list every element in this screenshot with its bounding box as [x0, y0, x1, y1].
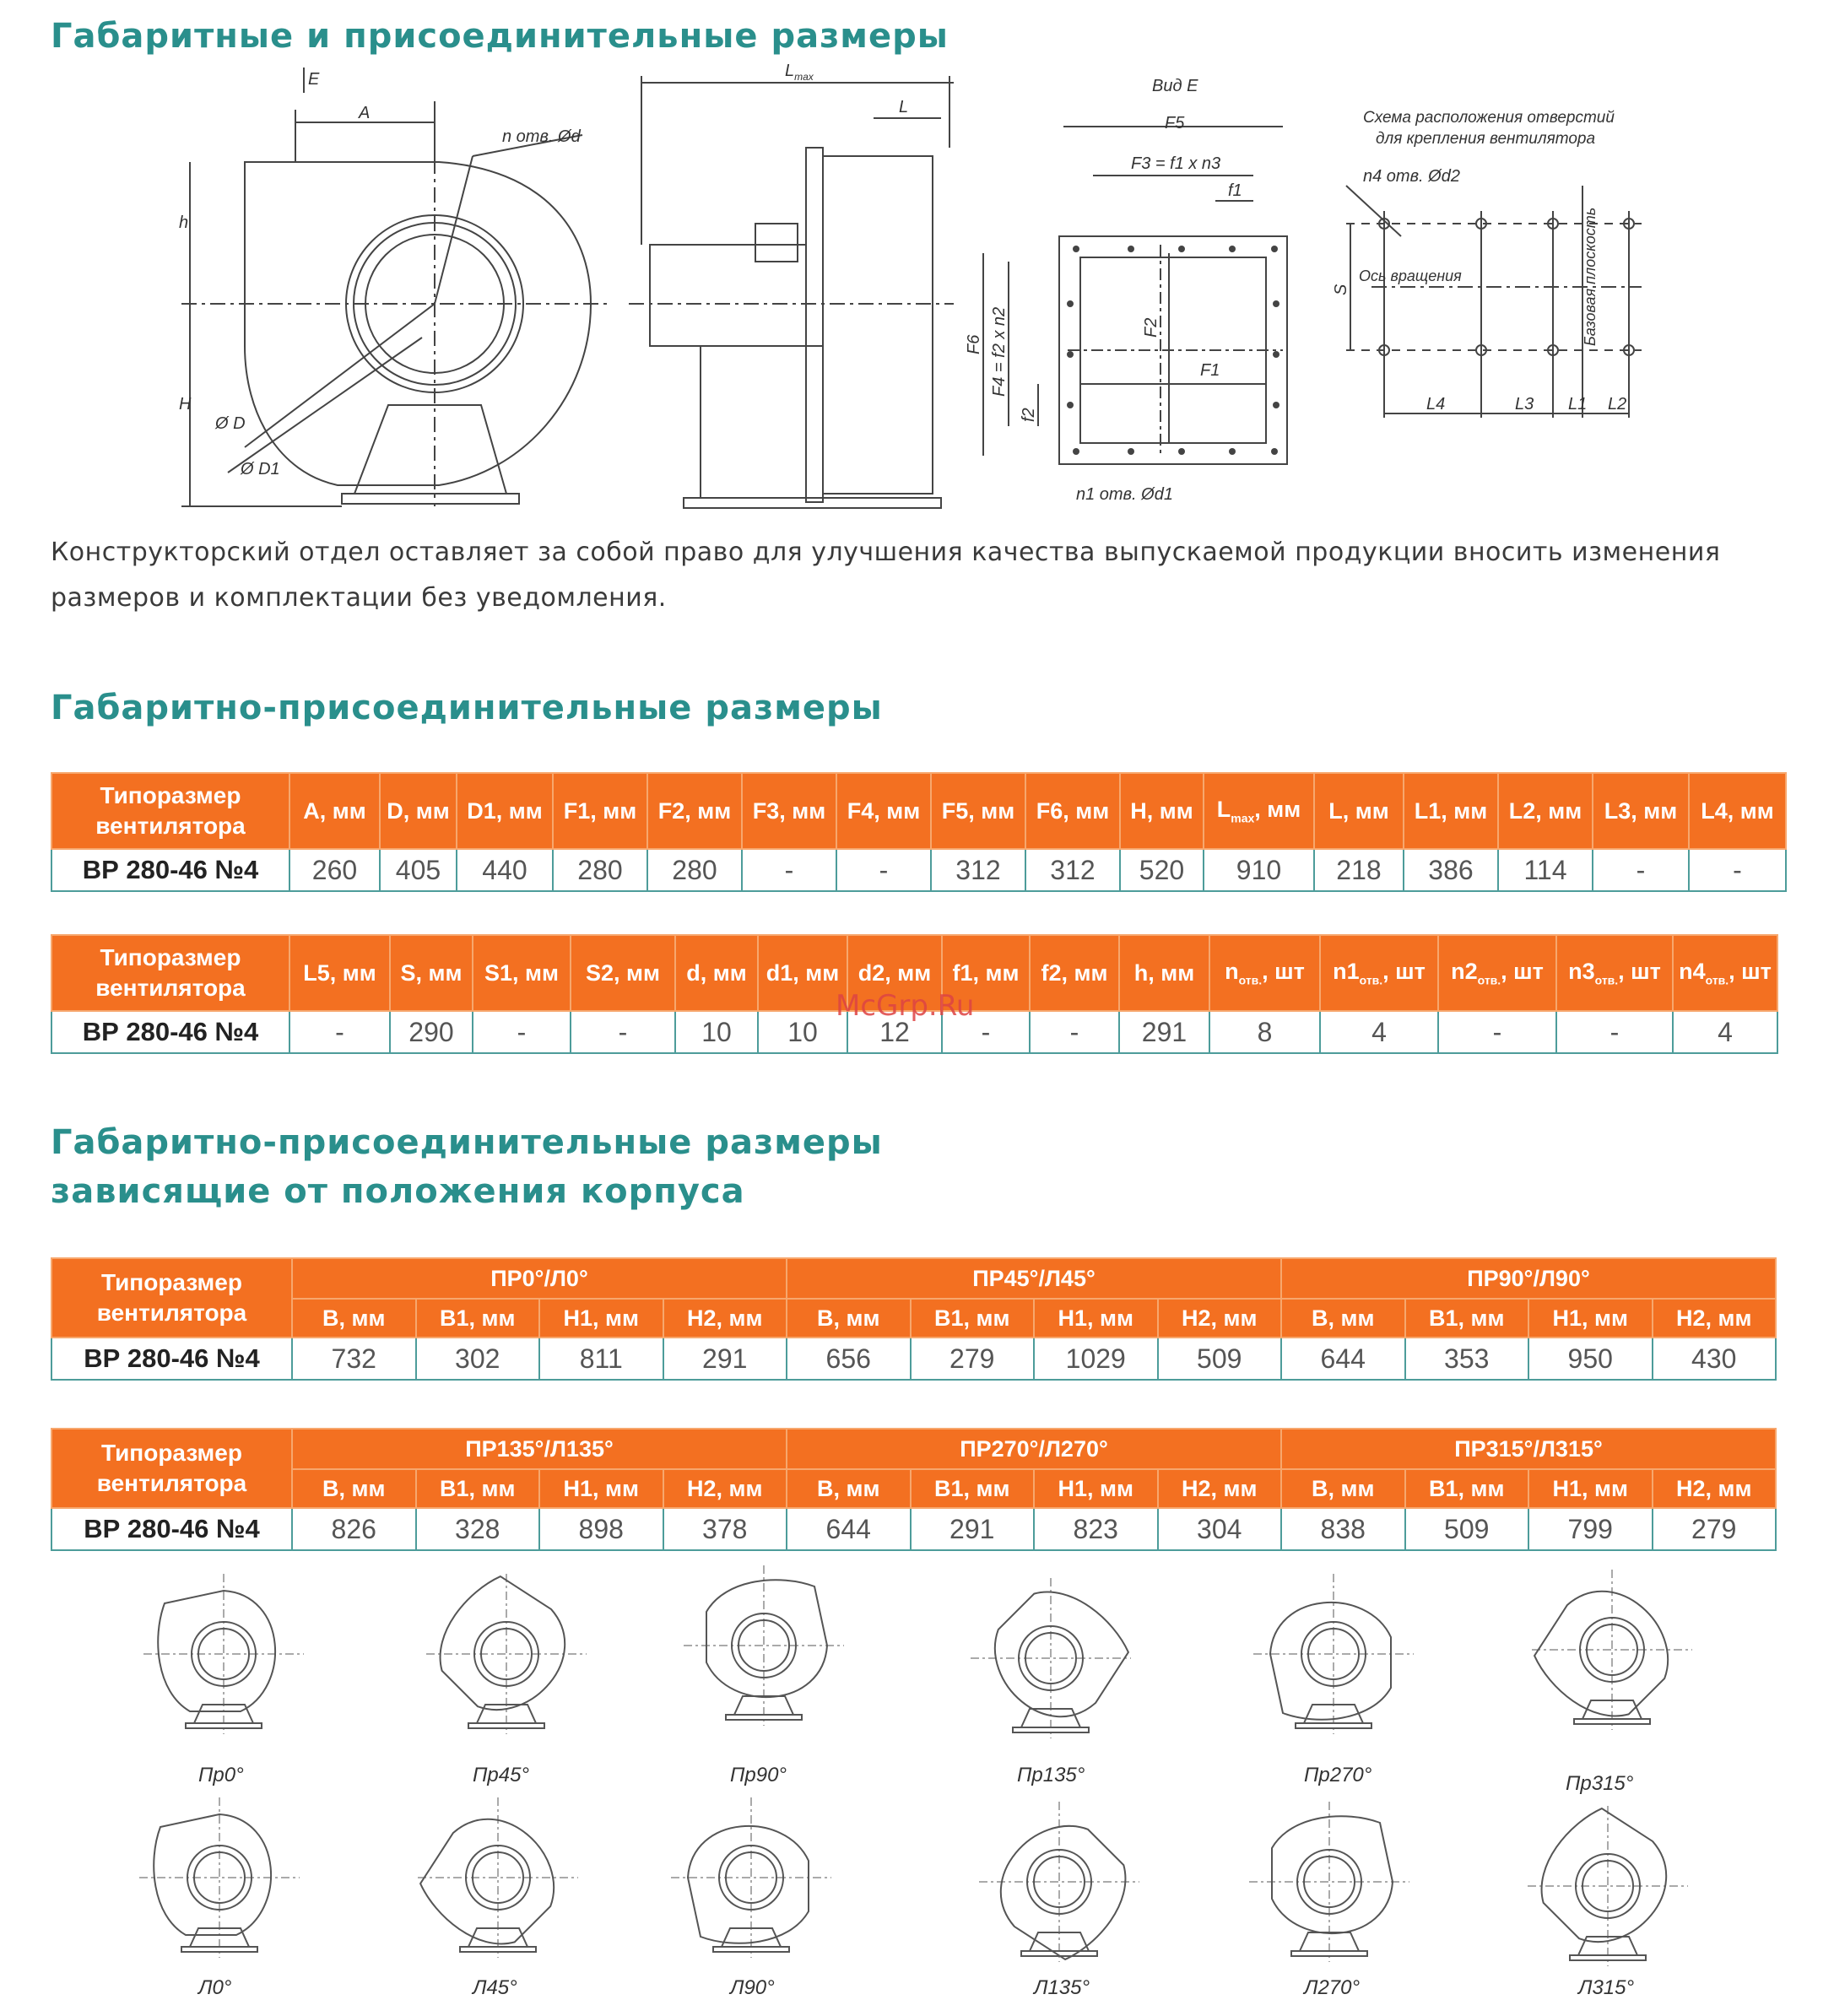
- value-cell: 1029: [1034, 1338, 1158, 1380]
- housing-thumbnail: [139, 1797, 300, 1958]
- table1-header: F3, мм: [742, 773, 836, 849]
- value-cell: 811: [539, 1338, 663, 1380]
- value-cell: 328: [416, 1508, 540, 1550]
- value-cell: 291: [1119, 1011, 1209, 1053]
- table4-sub-header: В, мм: [787, 1469, 911, 1508]
- value-cell: -: [742, 849, 836, 891]
- label-e: E: [308, 70, 320, 89]
- housing-thumbnail: [1521, 1569, 1692, 1737]
- value-cell: 405: [380, 849, 457, 891]
- fan-front-view-drawing: [181, 68, 608, 506]
- label-scheme1: Схема расположения отверстий: [1363, 109, 1615, 127]
- table1-header: F6, мм: [1025, 773, 1120, 849]
- value-cell: -: [1438, 1011, 1556, 1053]
- table1-fan-header: Типоразмер вентилятора: [51, 773, 289, 849]
- table1-header: D, мм: [380, 773, 457, 849]
- label-l1: L1: [1568, 395, 1588, 413]
- caption-pr45: Пр45°: [473, 1764, 530, 1786]
- label-axis: Ось вращения: [1359, 268, 1462, 284]
- caption-l0: Л0°: [198, 1976, 232, 1999]
- value-cell: 218: [1314, 849, 1404, 891]
- table3-sub-header: В1, мм: [416, 1299, 540, 1338]
- label-base: Базовая плоскость: [1582, 207, 1599, 346]
- label-f2s: f2: [1020, 408, 1038, 422]
- table2-header-n2: $n2_{отв.}$, шт: [1438, 935, 1556, 1011]
- value-cell: 279: [911, 1338, 1035, 1380]
- label-n1: n1 отв. Ød1: [1076, 485, 1173, 504]
- table3-sub-header: Н1, мм: [1034, 1299, 1158, 1338]
- table3-group-header: ПР90°/Л90°: [1281, 1258, 1776, 1299]
- label-f2: F2: [1142, 317, 1160, 338]
- disclaimer-note: Конструкторский отдел оставляет за собой право для улучшения качества выпускаемой продукции вносить изменения размеров и комплектации без уведомления.: [51, 538, 1721, 613]
- value-cell: 386: [1404, 849, 1498, 891]
- table1-header: L, мм: [1314, 773, 1404, 849]
- hole-scheme-drawing: [1346, 186, 1642, 418]
- table4-sub-header: Н2, мм: [1158, 1469, 1282, 1508]
- label-f5: F5: [1165, 114, 1185, 132]
- table2-header-n: $n_{отв.}$, шт: [1209, 935, 1320, 1011]
- table3-sub-header: Н1, мм: [539, 1299, 663, 1338]
- value-cell: -: [1593, 849, 1689, 891]
- caption-l270: Л270°: [1304, 1976, 1361, 1999]
- table1-header: L1, мм: [1404, 773, 1498, 849]
- table3-sub-header: Н2, мм: [663, 1299, 787, 1338]
- value-cell: 823: [1034, 1508, 1158, 1550]
- table2-fan-header: Типоразмер вентилятора: [51, 935, 289, 1011]
- table1-header: L4, мм: [1689, 773, 1786, 849]
- table2-header-n1: $n1_{отв.}$, шт: [1320, 935, 1438, 1011]
- table-row: [51, 1338, 1776, 1380]
- caption-l135: Л135°: [1034, 1976, 1090, 1999]
- label-f1s: f1: [1228, 181, 1242, 200]
- value-cell: 656: [787, 1338, 911, 1380]
- heading-main: Габаритные и присоединительные размеры: [51, 17, 949, 56]
- table2-header: d2, мм: [847, 935, 942, 1011]
- value-cell: 291: [911, 1508, 1035, 1550]
- value-cell: 378: [663, 1508, 787, 1550]
- table2-header: L5, мм: [289, 935, 390, 1011]
- value-cell: 838: [1281, 1508, 1405, 1550]
- label-l: L: [899, 98, 909, 116]
- table2-header: d, мм: [675, 935, 758, 1011]
- housing-thumbnail: [671, 1797, 831, 1958]
- housing-thumbnail: [971, 1571, 1142, 1739]
- model-cell: ВР 280-46 №4: [51, 849, 289, 891]
- value-cell: 114: [1498, 849, 1593, 891]
- value-cell: 10: [675, 1011, 758, 1053]
- table1-header: F1, мм: [553, 773, 647, 849]
- label-h: h: [179, 213, 189, 232]
- value-cell: 280: [553, 849, 647, 891]
- table1-header: D1, мм: [457, 773, 553, 849]
- value-cell: 898: [539, 1508, 663, 1550]
- table3-sub-header: В1, мм: [911, 1299, 1035, 1338]
- table3-fan-header: Типоразмер вентилятора: [51, 1258, 292, 1338]
- label-l2: L2: [1608, 395, 1627, 413]
- table3-sub-header: В1, мм: [1405, 1299, 1529, 1338]
- value-cell: 312: [1025, 849, 1120, 891]
- table1-header: L2, мм: [1498, 773, 1593, 849]
- table4-sub-header: В1, мм: [1405, 1469, 1529, 1508]
- table-row: [51, 1508, 1776, 1550]
- label-l3: L3: [1515, 395, 1534, 413]
- label-f3: F3 = f1 x n3: [1131, 154, 1221, 173]
- caption-l90: Л90°: [730, 1976, 775, 1999]
- table4-sub-header: Н1, мм: [539, 1469, 663, 1508]
- table4-group-header: ПР270°/Л270°: [787, 1429, 1281, 1469]
- value-cell: 291: [663, 1338, 787, 1380]
- table1-header: L3, мм: [1593, 773, 1689, 849]
- table3-sub-header: Н1, мм: [1528, 1299, 1653, 1338]
- table3-sub-header: В, мм: [1281, 1299, 1405, 1338]
- label-f1: F1: [1200, 361, 1220, 380]
- value-cell: 353: [1405, 1338, 1529, 1380]
- value-cell: 440: [457, 849, 553, 891]
- table-dimensions-1: [51, 772, 1787, 892]
- value-cell: 910: [1204, 849, 1314, 891]
- table2-header-n4: $n4_{отв.}$, шт: [1673, 935, 1777, 1011]
- heading-position-2: зависящие от положения корпуса: [51, 1172, 745, 1211]
- table4-sub-header: В1, мм: [416, 1469, 540, 1508]
- table4-sub-header: В, мм: [1281, 1469, 1405, 1508]
- label-scheme2: для крепления вентилятора: [1376, 130, 1596, 148]
- table4-group-header: ПР315°/Л315°: [1281, 1429, 1776, 1469]
- caption-pr315: Пр315°: [1566, 1772, 1634, 1795]
- value-cell: 430: [1653, 1338, 1777, 1380]
- table2-header: S1, мм: [473, 935, 571, 1011]
- table3-sub-header: Н2, мм: [1653, 1299, 1777, 1338]
- table3-sub-header: В, мм: [292, 1299, 416, 1338]
- housing-thumbnail: [1521, 1795, 1689, 1966]
- value-cell: 826: [292, 1508, 416, 1550]
- value-cell: 4: [1673, 1011, 1777, 1053]
- table1-header-lmax: $L_{max}$, мм: [1204, 773, 1314, 849]
- value-cell: 520: [1120, 849, 1204, 891]
- table4-sub-header: В1, мм: [911, 1469, 1035, 1508]
- label-a: A: [359, 104, 371, 122]
- label-dd: Ø D: [215, 414, 246, 433]
- table1-header: F4, мм: [836, 773, 931, 849]
- table4-sub-header: В, мм: [292, 1469, 416, 1508]
- table3-sub-header: В, мм: [787, 1299, 911, 1338]
- label-n4: n4 отв. Ød2: [1363, 167, 1460, 186]
- flange-view-drawing: [983, 127, 1287, 464]
- value-cell: -: [1030, 1011, 1119, 1053]
- table2-header-n3: $n3_{отв.}$, шт: [1556, 935, 1673, 1011]
- value-cell: -: [1689, 849, 1786, 891]
- value-cell: 280: [647, 849, 742, 891]
- value-cell: 260: [289, 849, 380, 891]
- table-position-1: [51, 1257, 1777, 1381]
- table4-sub-header: Н2, мм: [663, 1469, 787, 1508]
- fan-side-view-drawing: [629, 76, 954, 508]
- table2-header: d1, мм: [758, 935, 847, 1011]
- table4-sub-header: Н2, мм: [1653, 1469, 1777, 1508]
- value-cell: 290: [390, 1011, 473, 1053]
- value-cell: 509: [1405, 1508, 1529, 1550]
- table4-sub-header: Н1, мм: [1528, 1469, 1653, 1508]
- table4-group-header: ПР135°/Л135°: [292, 1429, 787, 1469]
- model-cell: ВР 280-46 №4: [51, 1338, 292, 1380]
- housing-thumbnail: [1249, 1802, 1409, 1962]
- value-cell: 509: [1158, 1338, 1282, 1380]
- label-n-d: n отв. Ød: [502, 127, 581, 146]
- value-cell: 644: [787, 1508, 911, 1550]
- value-cell: -: [836, 849, 931, 891]
- caption-pr270: Пр270°: [1304, 1764, 1372, 1786]
- value-cell: 950: [1528, 1338, 1653, 1380]
- table3-group-header: ПР45°/Л45°: [787, 1258, 1281, 1299]
- table1-header: F5, мм: [931, 773, 1025, 849]
- caption-pr90: Пр90°: [730, 1764, 787, 1786]
- caption-pr135: Пр135°: [1017, 1764, 1085, 1786]
- value-cell: -: [571, 1011, 675, 1053]
- table1-header: H, мм: [1120, 773, 1204, 849]
- label-lmax: $L_{max}$: [785, 62, 814, 83]
- label-dd1: Ø D1: [241, 460, 280, 478]
- heading-dimensions: Габаритно-присоединительные размеры: [51, 689, 883, 727]
- table1-header: A, мм: [289, 773, 380, 849]
- table3-sub-header: Н2, мм: [1158, 1299, 1282, 1338]
- table-position-2: [51, 1428, 1777, 1551]
- table4-fan-header: Типоразмер вентилятора: [51, 1429, 292, 1508]
- label-f4: F4 = f2 x n2: [990, 306, 1009, 397]
- value-cell: -: [942, 1011, 1030, 1053]
- value-cell: 4: [1320, 1011, 1438, 1053]
- model-cell: ВР 280-46 №4: [51, 1508, 292, 1550]
- housing-thumbnail: [684, 1565, 844, 1726]
- caption-l45: Л45°: [473, 1976, 517, 1999]
- value-cell: -: [289, 1011, 390, 1053]
- label-vid: Вид Е: [1152, 77, 1198, 95]
- value-cell: 8: [1209, 1011, 1320, 1053]
- table2-header: h, мм: [1119, 935, 1209, 1011]
- label-l4: L4: [1426, 395, 1446, 413]
- value-cell: 799: [1528, 1508, 1653, 1550]
- housing-thumbnail: [407, 1797, 578, 1965]
- label-s: S: [1332, 284, 1350, 295]
- value-cell: 279: [1653, 1508, 1777, 1550]
- caption-l315: Л315°: [1578, 1976, 1635, 1999]
- value-cell: 302: [416, 1338, 540, 1380]
- value-cell: 10: [758, 1011, 847, 1053]
- table2-header: f1, мм: [942, 935, 1030, 1011]
- table-row: [51, 849, 1786, 891]
- table2-header: S, мм: [390, 935, 473, 1011]
- housing-thumbnail: [978, 1802, 1146, 1973]
- label-f6: F6: [965, 334, 983, 354]
- table3-group-header: ПР0°/Л0°: [292, 1258, 787, 1299]
- housing-thumbnail: [1253, 1574, 1414, 1734]
- label-hh: H: [179, 395, 192, 413]
- caption-pr0: Пр0°: [198, 1764, 244, 1786]
- table1-header: F2, мм: [647, 773, 742, 849]
- value-cell: 732: [292, 1338, 416, 1380]
- value-cell: 304: [1158, 1508, 1282, 1550]
- value-cell: 312: [931, 849, 1025, 891]
- housing-thumbnail: [419, 1563, 587, 1734]
- table2-header: S2, мм: [571, 935, 675, 1011]
- value-cell: -: [473, 1011, 571, 1053]
- heading-position-1: Габаритно-присоединительные размеры: [51, 1123, 883, 1162]
- watermark: McGrp.Ru: [836, 989, 975, 1023]
- value-cell: -: [1556, 1011, 1673, 1053]
- model-cell: ВР 280-46 №4: [51, 1011, 289, 1053]
- value-cell: 12: [847, 1011, 942, 1053]
- value-cell: 644: [1281, 1338, 1405, 1380]
- housing-thumbnail: [143, 1574, 304, 1734]
- table4-sub-header: Н1, мм: [1034, 1469, 1158, 1508]
- table2-header: f2, мм: [1030, 935, 1119, 1011]
